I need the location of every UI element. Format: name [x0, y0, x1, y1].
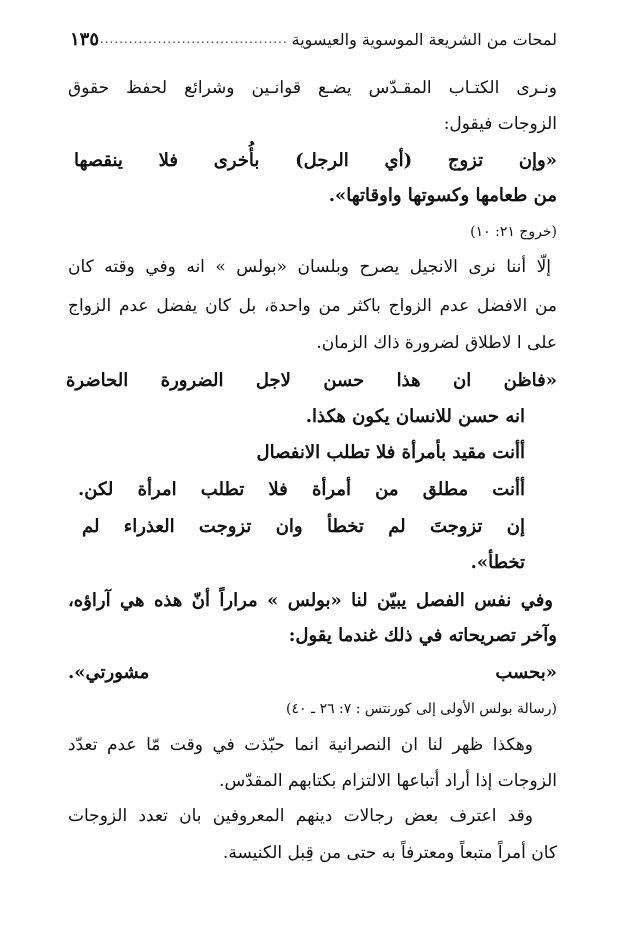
header-title-group — [100, 30, 557, 49]
paragraph-line: الزوجات فيقول: — [443, 114, 557, 134]
paragraph-line: وفي نفس الفصل يبيّن لنا «بولس » مراراً أنّ هذه هي آراؤه، — [68, 590, 553, 611]
paragraph-line: على ا لاطلاق لضرورة ذاك الزمان. — [316, 333, 557, 353]
paragraph-line: إلّا أننا نرى الانجيل يصرح وبلسان «بولس » انه وفي وقته كان — [68, 257, 551, 277]
paragraph-line: وهكذا ظهر لنا ان النصرانية انما حبّذت في وقت مّا عدم تعدّد — [68, 735, 533, 755]
paragraph-line: ونـرى الكتـاب المقـدّس يضـع قوانـين وشرائع لحفظ حقوق — [68, 78, 557, 98]
running-header — [70, 24, 557, 54]
quotation-line: «وإن تزوج (أي الرجل) بأُخرى فلا ينقصها — [74, 150, 557, 171]
quotation-line: انه حسن للانسان يكون هكذا. — [305, 406, 525, 427]
page-number: ١٣٥ — [70, 28, 100, 50]
scripture-reference: (رسالة بولس الأولى إلى كورنتس : ٧: ٢٦ ـ ٤٠) — [286, 701, 557, 717]
leader-dots: ....................................... — [99, 32, 288, 46]
quotation-line: أأنت مطلق من أمرأة فلا تطلب امرأة لكن. — [78, 479, 525, 500]
quotation-line: «بحسب مشورتي». — [68, 662, 557, 683]
quotation-line: «فاظن ان هذا حسن لاجل الضرورة الحاضرة — [66, 370, 557, 391]
running-title: لمحات من الشريعة الموسوية والعيسوية — [291, 29, 557, 49]
quotation-line: تخطأ». — [470, 552, 525, 573]
quotation-line: أأنت مقيد بأمرأة فلا تطلب الانفصال — [256, 442, 525, 463]
paragraph-line: كان أمراً متبعاً ومعترفاً به حتى من قِبل الكنيسة. — [222, 843, 557, 863]
paragraph-line: وقد اعترف بعض رجالات دينهم المعروفين بان تعدد الزوجات — [68, 806, 533, 826]
paragraph-line: الزوجات إذا أراد أتباعها الالتزام بكتابهم المقدّس. — [219, 771, 557, 791]
paragraph-line: وآخر تصريحاته في ذلك غندما يقول: — [288, 625, 557, 646]
quotation-line: إن تزوجتَ لم تخطأ وان تزوجت العذراء لم — [82, 516, 525, 537]
scripture-reference: (خروج ٢١: ١٠) — [470, 224, 557, 240]
quotation-line: من طعامها وكسوتها واوقاتها». — [328, 185, 557, 206]
paragraph-line: من الافضل عدم الزواج باكثر من واحدة، بل كان يفضل عدم الزواج — [68, 296, 557, 316]
